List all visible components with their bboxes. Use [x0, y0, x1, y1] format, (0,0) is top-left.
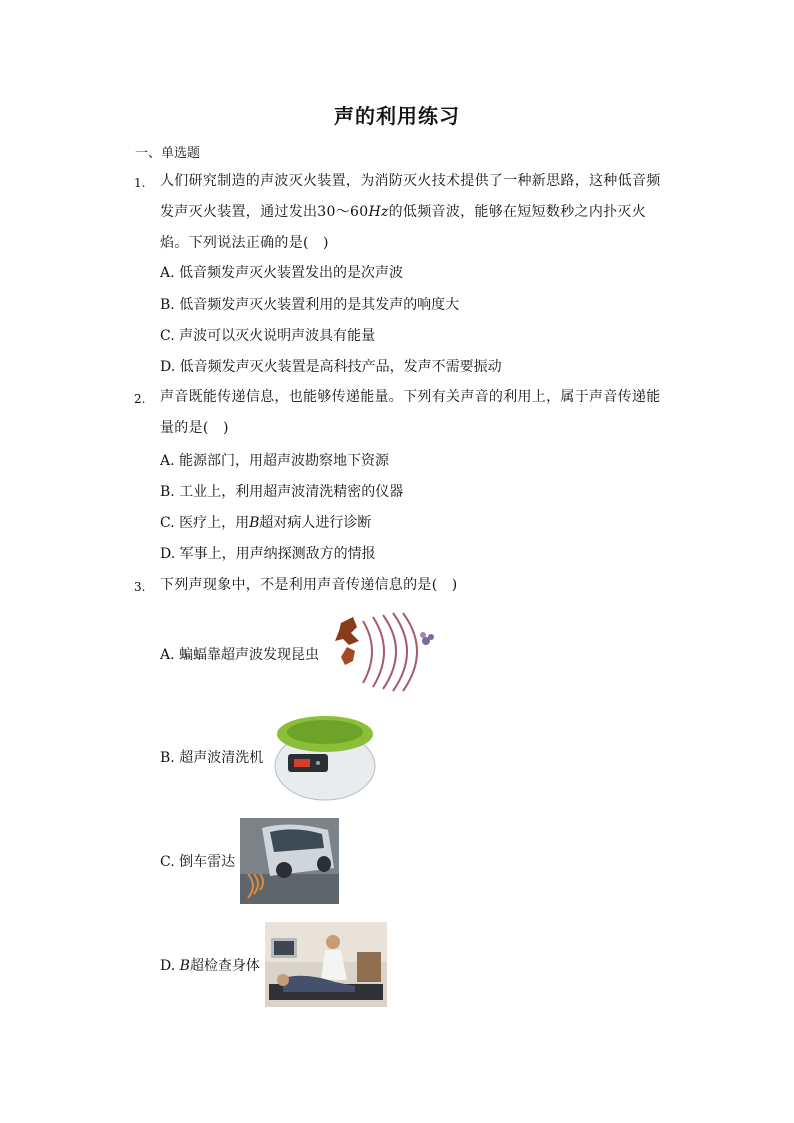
section-heading: 一、单选题: [135, 146, 201, 161]
car-radar-icon: [240, 818, 339, 904]
variable-text: B: [179, 958, 190, 974]
question-number: 3.: [134, 580, 146, 594]
option-d: D. 低音频发声灭火装置是高科技产品，发声不需要振动: [160, 359, 502, 375]
option-text: D.: [160, 958, 176, 974]
option-b: B. 工业上，利用超声波清洗精密的仪器: [160, 484, 404, 500]
option-b: B. 低音频发声灭火装置利用的是其发声的响度大: [160, 297, 460, 313]
option-text: 超检查身体: [189, 958, 260, 974]
question-text: 声音既能传递信息，也能够传递能量。下列有关声音的利用上，属于声音传递能量的是( ): [160, 389, 661, 436]
option-c: [160, 513, 371, 533]
ultrasonic-cleaner-icon: [270, 710, 380, 802]
option-a: A. 能源部门，用超声波勘察地下资源: [160, 453, 390, 469]
option-c: C. 声波可以灭火说明声波具有能量: [160, 328, 376, 344]
page-title: 声的利用练习: [334, 104, 460, 128]
question-number: 2.: [134, 392, 146, 406]
bat-icon: [323, 611, 438, 693]
option-b: B. 超声波清洗机: [160, 750, 264, 766]
option-a: A. 蝙蝠靠超声波发现昆虫: [160, 647, 320, 663]
question-text-part: 的低频音波，能够在短短数秒之内扑灭火焰。下列说法正确的是( ): [160, 204, 647, 251]
option-d: [160, 956, 260, 976]
question-text: 下列声现象中，不是利用声音传递信息的是( ): [160, 577, 458, 593]
option-a: A. 低音频发声灭火装置发出的是次声波: [160, 265, 404, 281]
variable-text: B: [249, 515, 260, 531]
question-text: [160, 166, 665, 259]
question-text-part: 人们研究制造的声波灭火装置，为消防灭火技术提供了一种新思路，这种低音频发声灭火装置，通过发出30～60: [160, 173, 661, 220]
option-text: C. 医疗上，用: [160, 515, 250, 531]
option-text: 超对病人进行诊断: [259, 515, 372, 531]
question-number: 1.: [134, 176, 146, 190]
option-c: C. 倒车雷达: [160, 854, 236, 870]
option-d: D. 军事上，用声纳探测敌方的情报: [160, 546, 376, 562]
b-ultrasound-icon: [265, 922, 387, 1007]
unit-text: Hz: [368, 204, 389, 220]
